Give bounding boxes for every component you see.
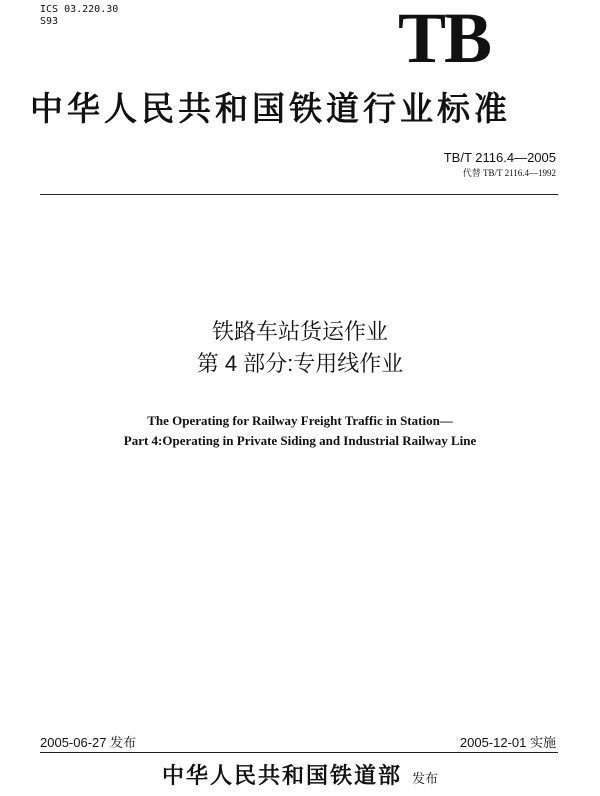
tb-logo: TB (398, 0, 491, 78)
ics-number: ICS 03.220.30 (40, 4, 119, 15)
title-cn-line-2: 第 4 部分:专用线作业 (196, 351, 404, 376)
issuer-action: 发布 (412, 771, 439, 786)
publish-date: 2005-06-27 发布 (40, 735, 137, 750)
issuer-line (0, 762, 600, 790)
issuer-name: 中华人民共和国铁道部 (161, 763, 402, 788)
top-divider (40, 194, 558, 195)
organization-title: 中华人民共和国铁道行业标准 (30, 92, 511, 128)
title-en-line-2: Part 4:Operating in Private Siding and Industrial Railway Line (123, 433, 477, 448)
replaces-note: 代替 TB/T 2116.4—1992 (462, 168, 556, 178)
standard-number: TB/T 2116.4—2005 (443, 150, 556, 165)
classification-code: S93 (40, 16, 59, 27)
bottom-divider (40, 752, 558, 753)
ics-code-block (40, 4, 118, 28)
title-cn-line-1: 铁路车站货运作业 (211, 319, 388, 344)
effective-date: 2005-12-01 实施 (459, 735, 556, 750)
title-en-line-1: The Operating for Railway Freight Traffic in Station— (147, 413, 453, 428)
